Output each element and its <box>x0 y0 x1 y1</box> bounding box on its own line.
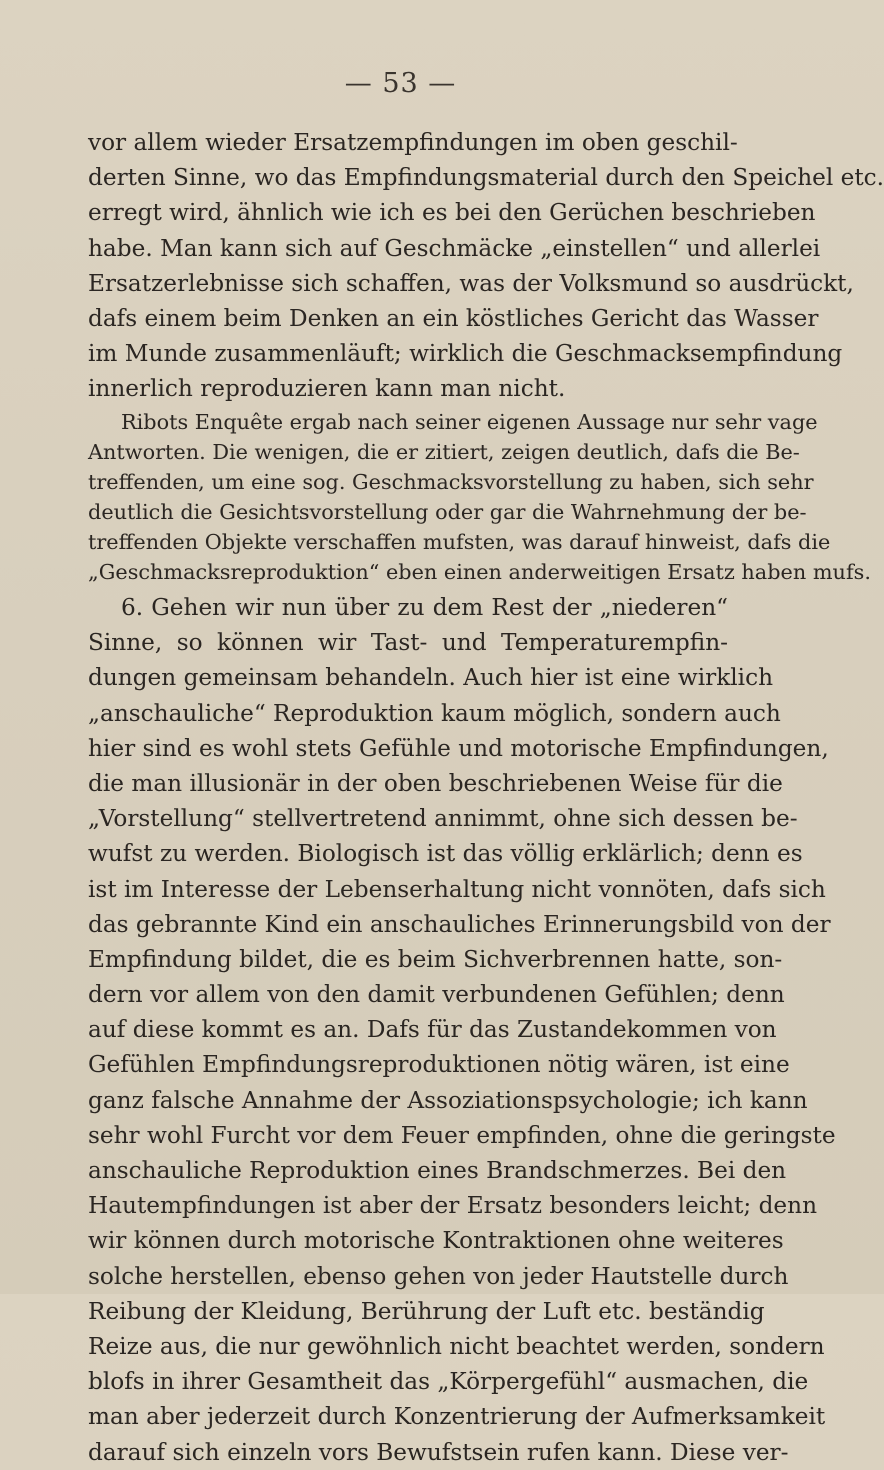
text-line: „Geschmacksreproduktion“ eben einen anderweitigen Ersatz haben mufs. <box>88 560 871 584</box>
text-line: Empfindung bildet, die es beim Sichverbrennen hatte, son- <box>88 945 783 973</box>
page-number: — 53 — <box>344 68 457 99</box>
text-line: ist im Interesse der Lebenserhaltung nicht vonnöten, dafs sich <box>88 875 826 903</box>
text-line: ganz falsche Annahme der Assoziationspsychologie; ich kann <box>88 1086 808 1114</box>
text-line: hier sind es wohl stets Gefühle und motorische Empfindungen, <box>88 734 829 762</box>
text-line: dungen gemeinsam behandeln. Auch hier ist eine wirklich <box>88 664 774 692</box>
text-line: wir können durch motorische Kontraktionen ohne weiteres <box>88 1227 784 1255</box>
text-line: erregt wird, ähnlich wie ich es bei den Gerüchen beschrieben <box>88 199 816 227</box>
text-line: Gefühlen Empfindungsreproduktionen nötig wären, ist eine <box>88 1051 790 1079</box>
text-line: Antworten. Die wenigen, die er zitiert, zeigen deutlich, dafs die Be- <box>88 440 800 464</box>
text-line: sehr wohl Furcht vor dem Feuer empfinden, ohne die geringste <box>88 1121 836 1149</box>
paragraph-1 <box>88 125 884 407</box>
text-line: innerlich reproduzieren kann man nicht. <box>88 375 566 403</box>
paragraph-2 <box>88 407 871 587</box>
text-line: dafs einem beim Denken an ein köstliches Gericht das Wasser <box>88 304 819 332</box>
text-line: deutlich die Gesichtsvorstellung oder gar die Wahrnehmung der be- <box>88 500 807 524</box>
text-line: im Munde zusammenläuft; wirklich die Geschmacksempfindung <box>88 340 843 368</box>
text-line: treffenden, um eine sog. Geschmacksvorstellung zu haben, sich sehr <box>88 470 814 494</box>
text-line: Ribots Enquête ergab nach seiner eigenen Aussage nur sehr vage <box>121 410 818 434</box>
text-line: die man illusionär in der oben beschriebenen Weise für die <box>88 769 783 797</box>
text-line: Reize aus, die nur gewöhnlich nicht beachtet werden, sondern <box>88 1332 825 1360</box>
text-line: 6. Gehen wir nun über zu dem Rest der „niederen“ <box>121 594 728 621</box>
text-line: blofs in ihrer Gesamtheit das „Körpergefühl“ ausmachen, die <box>88 1368 809 1396</box>
text-line: das gebrannte Kind ein anschauliches Erinnerungsbild von der <box>88 910 831 938</box>
paragraph-3 <box>88 590 836 1470</box>
text-line: Hautempfindungen ist aber der Ersatz besonders leicht; denn <box>88 1192 818 1220</box>
text-line: Reibung der Kleidung, Berührung der Luft etc. beständig <box>88 1297 765 1325</box>
text-line: wufst zu werden. Biologisch ist das völlig erklärlich; denn es <box>88 840 803 868</box>
text-line: Sinne, so können wir Tast- und Temperaturempfin- <box>88 629 728 657</box>
text-line: auf diese kommt es an. Dafs für das Zustandekommen von <box>88 1016 777 1044</box>
text-line: derten Sinne, wo das Empfindungsmaterial durch den Speichel etc. <box>88 164 884 192</box>
text-line: solche herstellen, ebenso gehen von jeder Hautstelle durch <box>88 1262 789 1290</box>
text-line: dern vor allem von den damit verbundenen Gefühlen; denn <box>88 981 785 1009</box>
text-line: treffenden Objekte verschaffen mufsten, was darauf hinweist, dafs die <box>88 530 831 554</box>
text-line: darauf sich einzeln vors Bewufstsein rufen kann. Diese ver- <box>88 1438 789 1466</box>
text-line: man aber jederzeit durch Konzentrierung der Aufmerksamkeit <box>88 1403 826 1431</box>
text-line: „Vorstellung“ stellvertretend annimmt, ohne sich dessen be- <box>88 805 798 833</box>
text-line: Ersatzerlebnisse sich schaffen, was der Volksmund so ausdrückt, <box>88 269 854 297</box>
text-line: vor allem wieder Ersatzempfindungen im oben geschil- <box>88 129 738 156</box>
text-line: anschauliche Reproduktion eines Brandschmerzes. Bei den <box>88 1157 787 1184</box>
text-line: habe. Man kann sich auf Geschmäcke „einstellen“ und allerlei <box>88 234 821 262</box>
text-line: „anschauliche“ Reproduktion kaum möglich, sondern auch <box>88 699 781 727</box>
